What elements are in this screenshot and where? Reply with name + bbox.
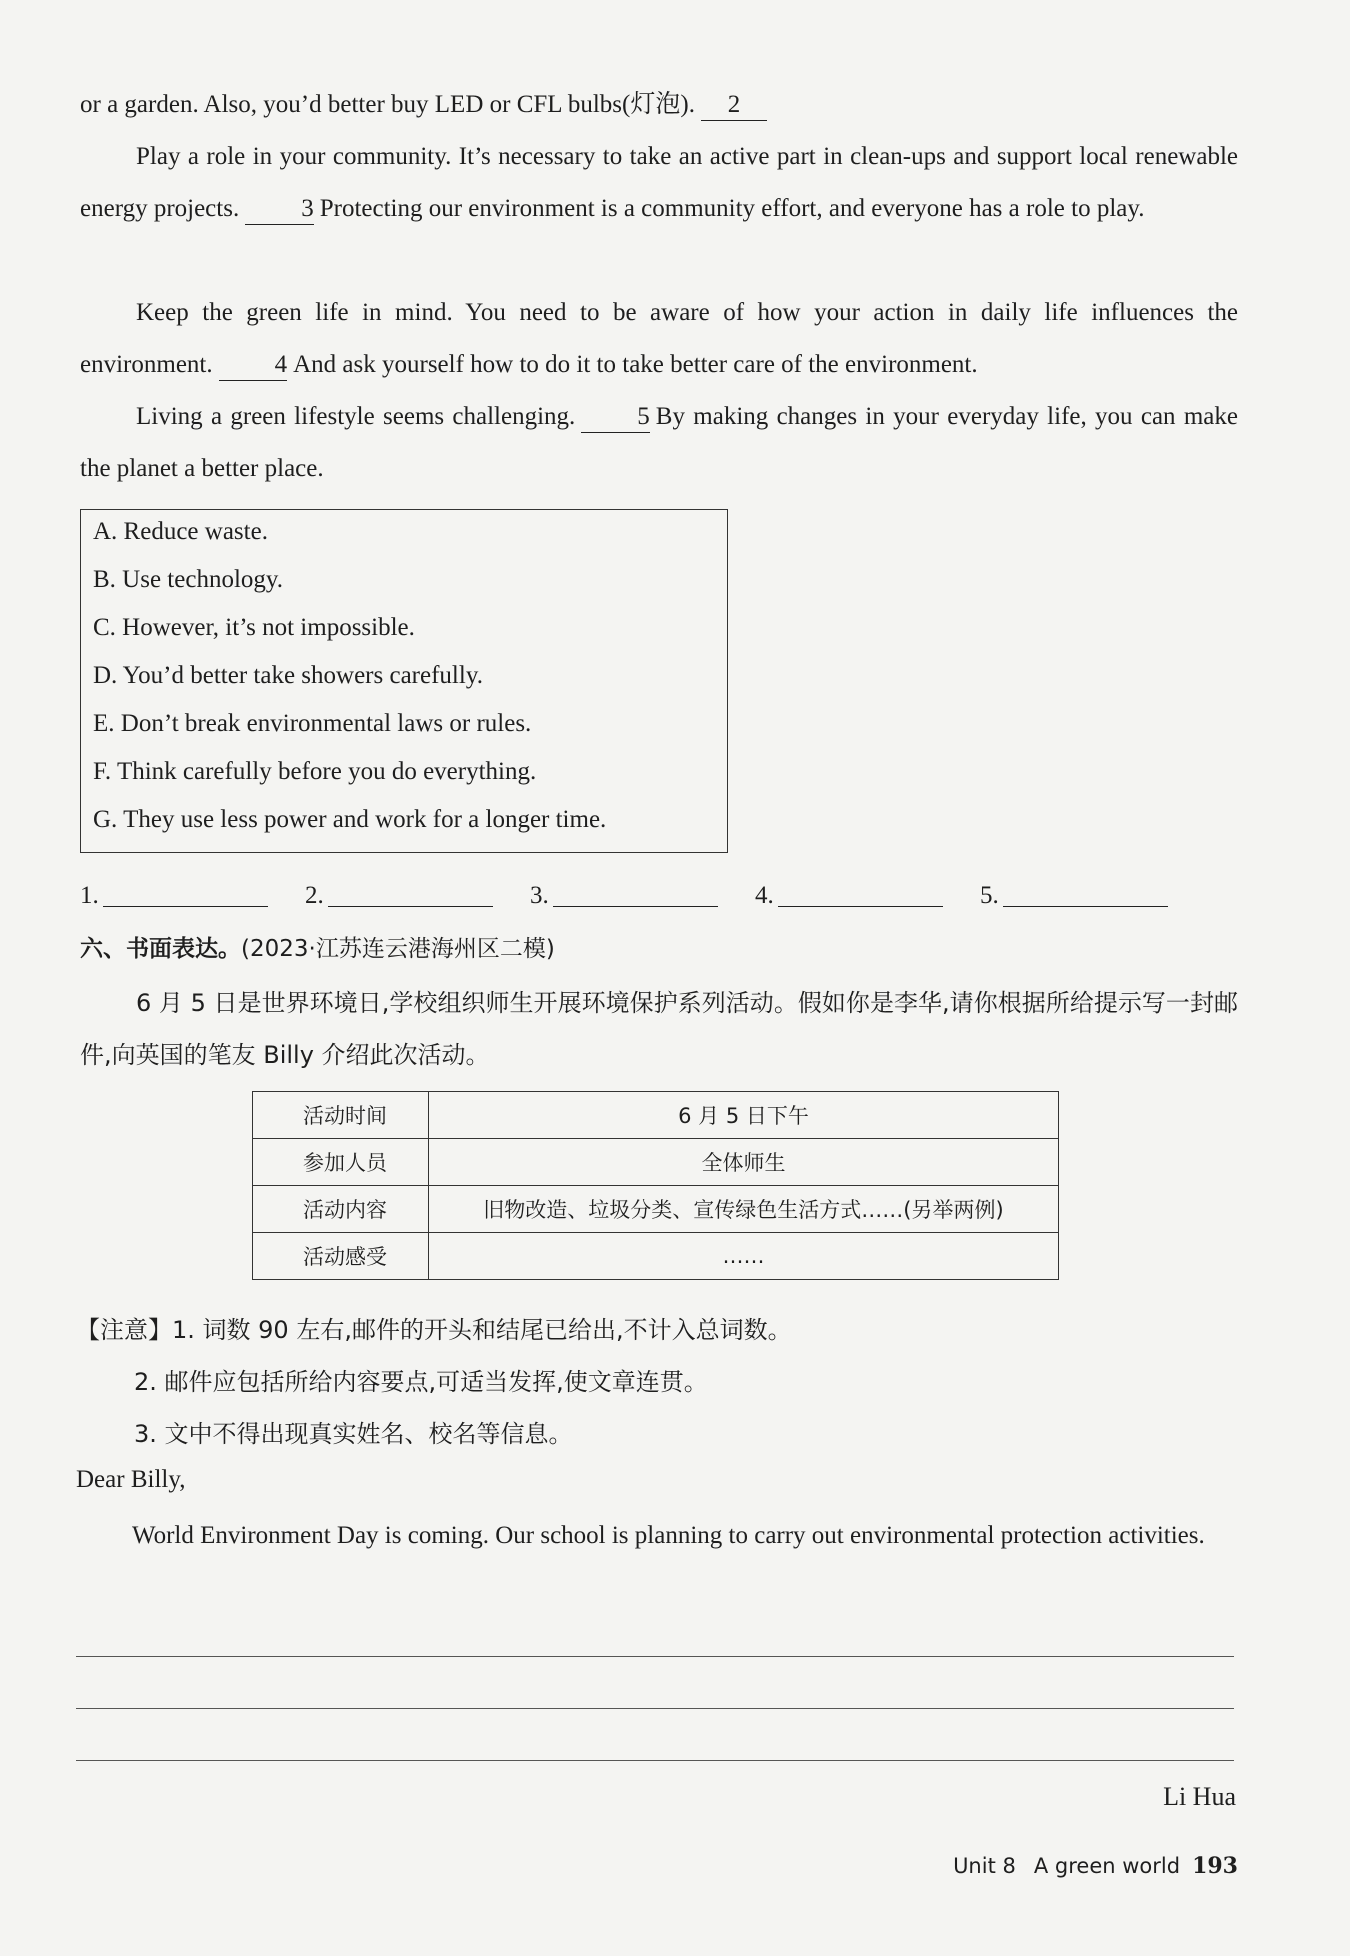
blank-4: 4	[219, 350, 288, 381]
table-row	[253, 1233, 1059, 1280]
passage-paragraph-2: Play a role in your community. It’s necessary to take an active part in clean-ups and support local renewable energy projects. 3 Protecting our environment is a community effort, and everyone has a role to play.	[80, 131, 1238, 235]
table-key: 活动时间	[253, 1092, 429, 1139]
writing-line[interactable]	[76, 1708, 1234, 1709]
option-d: D. You’d better take showers carefully.	[93, 662, 483, 689]
page-number: 193	[1192, 1853, 1238, 1879]
table-value: 6 月 5 日下午	[429, 1092, 1059, 1139]
answer-blank-1[interactable]: 1.	[80, 878, 268, 910]
table-row	[253, 1139, 1059, 1186]
option-f: F. Think carefully before you do everything.	[93, 758, 537, 785]
section-heading: 六、书面表达。(2023·江苏连云港海州区二模)	[80, 936, 555, 962]
note-1: 【注意】1. 词数 90 左右,邮件的开头和结尾已给出,不计入总词数。	[76, 1316, 792, 1344]
answer-blank-3[interactable]: 3.	[530, 878, 718, 910]
table-value: ……	[429, 1233, 1059, 1280]
writing-prompt: 6 月 5 日是世界环境日,学校组织师生开展环境保护系列活动。假如你是李华,请你根据所给提示写一封邮件,向英国的笔友 Billy 介绍此次活动。	[80, 989, 1238, 1069]
writing-line[interactable]	[76, 1760, 1234, 1761]
section-source: (2023·江苏连云港海州区二模)	[241, 936, 555, 962]
footer-unit: Unit 8	[953, 1854, 1016, 1878]
table-value: 全体师生	[429, 1139, 1059, 1186]
option-b: B. Use technology.	[93, 566, 284, 593]
table-row	[253, 1186, 1059, 1233]
footer-title: A green world	[1033, 1854, 1181, 1878]
option-g: G. They use less power and work for a longer time.	[93, 806, 607, 833]
blank-5: 5	[581, 402, 650, 433]
passage-paragraph-3: Keep the green life in mind. You need to be aware of how your action in daily life influences the environment. 4 And ask yourself how to do it to take better care of the environment.	[80, 287, 1238, 391]
table-key: 参加人员	[253, 1139, 429, 1186]
passage-paragraph-4: Living a green lifestyle seems challenging. 5 By making changes in your everyday life, you can make the planet a better place.	[80, 403, 1238, 482]
letter-greeting: Dear Billy,	[76, 1466, 186, 1493]
table-value: 旧物改造、垃圾分类、宣传绿色生活方式……(另举两例)	[429, 1186, 1059, 1233]
table-key: 活动内容	[253, 1186, 429, 1233]
table-row	[253, 1092, 1059, 1139]
answer-blank-5[interactable]: 5.	[980, 878, 1168, 910]
note-2: 2. 邮件应包括所给内容要点,可适当发挥,使文章连贯。	[134, 1368, 708, 1396]
writing-line[interactable]	[76, 1656, 1234, 1657]
option-c: C. However, it’s not impossible.	[93, 614, 415, 641]
activity-table	[252, 1091, 1059, 1280]
answer-blank-2[interactable]: 2.	[305, 878, 493, 910]
blank-3: 3	[245, 194, 314, 225]
note-3: 3. 文中不得出现真实姓名、校名等信息。	[134, 1420, 573, 1448]
blank-2: 2	[701, 90, 767, 121]
answer-blank-4[interactable]: 4.	[755, 878, 943, 910]
letter-signature: Li Hua	[1163, 1782, 1236, 1811]
passage-paragraph-1: or a garden. Also, you’d better buy LED or CFL bulbs(灯泡). 2	[80, 79, 1238, 131]
options-box	[80, 509, 728, 853]
letter-opening: World Environment Day is coming. Our school is planning to carry out environmental protection activities.	[132, 1522, 1205, 1549]
option-e: E. Don’t break environmental laws or rules.	[93, 710, 532, 737]
option-a: A. Reduce waste.	[93, 518, 268, 545]
table-key: 活动感受	[253, 1233, 429, 1280]
page-footer	[953, 1853, 1238, 1879]
